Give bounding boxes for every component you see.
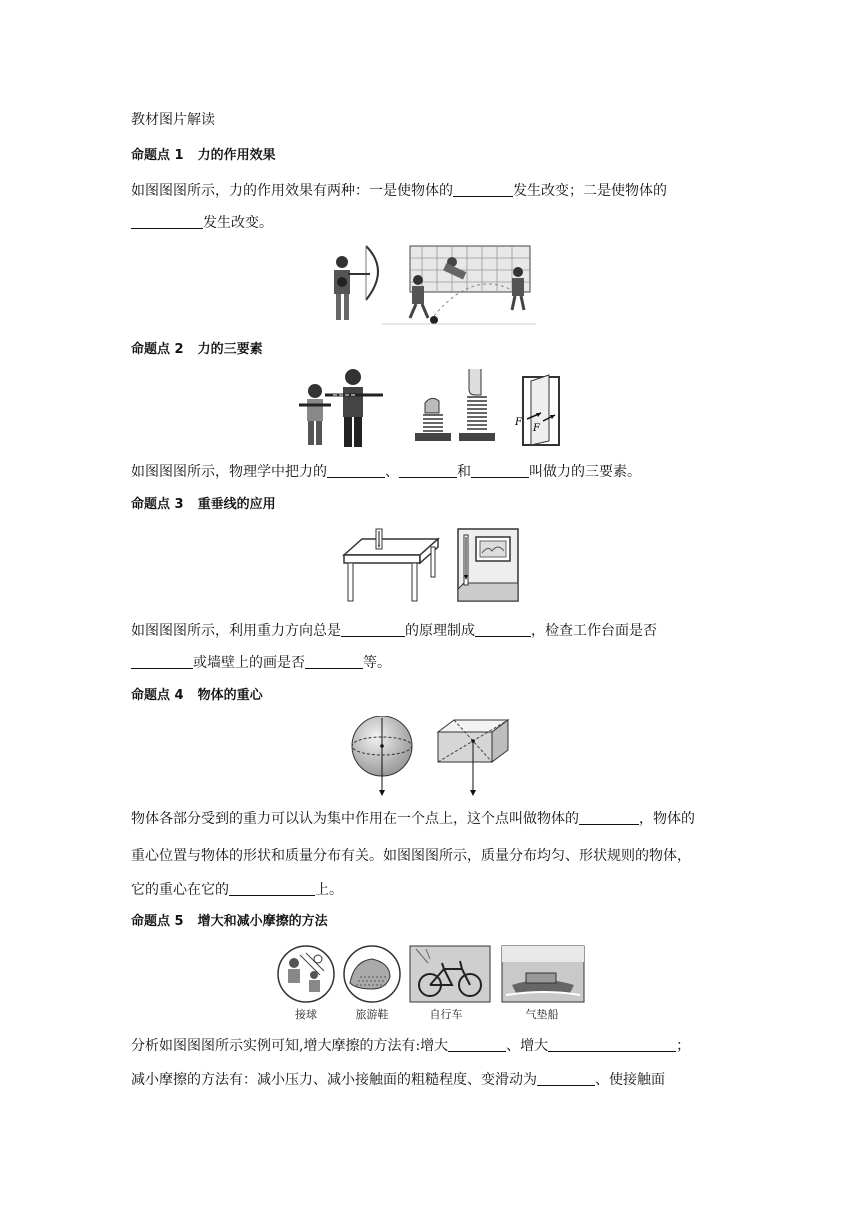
text: 分析如图图图所示实例可知,增大摩擦的方法有:增大 — [131, 1038, 449, 1054]
caption-catch-ball: 接球 — [295, 1008, 317, 1021]
figure-force-elements — [297, 367, 565, 449]
text: 或墙壁上的画是否 — [193, 655, 305, 671]
point-title: 物体的重心 — [197, 688, 263, 703]
point-label: 命题点 4 — [131, 688, 184, 703]
point-5-paragraph-line-2 — [131, 1070, 665, 1090]
figure-center-of-gravity — [350, 716, 510, 798]
point-1-paragraph-line-1 — [131, 181, 667, 201]
text: 如图图图所示，力的作用效果有两种：一是使物体的 — [131, 183, 453, 199]
blank — [548, 1037, 676, 1052]
blank — [537, 1071, 595, 1086]
point-1-title — [131, 146, 276, 166]
point-2-paragraph — [131, 462, 641, 482]
point-3-title — [131, 495, 276, 515]
blank — [229, 881, 315, 896]
force-label-f2: F — [533, 423, 540, 434]
point-label: 命题点 3 — [131, 497, 184, 512]
point-5-title — [131, 912, 328, 932]
text: 上。 — [315, 882, 343, 898]
blank — [579, 810, 639, 825]
point-5-paragraph-line-1 — [131, 1036, 690, 1056]
point-label: 命题点 2 — [131, 342, 184, 357]
point-title: 增大和减小摩擦的方法 — [197, 914, 328, 929]
force-label-f1: F — [515, 417, 522, 428]
text: 它的重心在它的 — [131, 882, 229, 898]
blank — [475, 622, 531, 637]
point-1-paragraph-line-2 — [131, 213, 273, 233]
blank — [327, 463, 385, 478]
text: 的原理制成 — [405, 623, 475, 639]
caption-sneaker: 旅游鞋 — [355, 1008, 389, 1021]
text: ，物体的 — [639, 811, 695, 827]
point-4-paragraph-line-1 — [131, 809, 695, 829]
blank — [131, 214, 203, 229]
blank — [399, 463, 457, 478]
blank — [341, 622, 405, 637]
text: 叫做力的三要素。 — [529, 464, 641, 480]
text: 、增大 — [506, 1038, 549, 1054]
text: ，检查工作台面是否 — [531, 623, 657, 639]
text: 如图图图所示，利用重力方向总是 — [131, 623, 341, 639]
text: 、使接触面 — [595, 1072, 665, 1088]
text: 物体各部分受到的重力可以认为集中作用在一个点上，这个点叫做物体的 — [131, 811, 579, 827]
point-3-paragraph-line-1 — [131, 621, 657, 641]
point-3-paragraph-line-2 — [131, 653, 391, 673]
caption-hovercraft: 气垫船 — [525, 1008, 559, 1021]
figure-friction-examples — [276, 945, 588, 1003]
point-2-title — [131, 340, 263, 360]
text: 、 — [385, 464, 399, 480]
point-label: 命题点 1 — [131, 148, 184, 163]
page-heading: 教材图片解读 — [131, 112, 215, 128]
caption-bicycle: 自行车 — [429, 1008, 463, 1021]
figure-force-effects — [322, 240, 538, 328]
point-4-title — [131, 686, 263, 706]
point-title: 重垂线的应用 — [197, 497, 276, 512]
blank — [471, 463, 529, 478]
blank — [453, 182, 513, 197]
text: 减小摩擦的方法有：减小压力、减小接触面的粗糙程度、变滑动为 — [131, 1072, 537, 1088]
text: 发生改变；二是使物体的 — [513, 183, 667, 199]
point-label: 命题点 5 — [131, 914, 184, 929]
text: ； — [676, 1038, 691, 1054]
text: 如图图图所示，物理学中把力的 — [131, 464, 327, 480]
text: 发生改变。 — [203, 215, 273, 231]
text: 和 — [457, 464, 471, 480]
point-title: 力的作用效果 — [197, 148, 276, 163]
figure-plumb-line — [340, 527, 522, 607]
blank — [305, 654, 363, 669]
point-4-paragraph-line-2: 重心位置与物体的形状和质量分布有关。如图图图所示，质量分布均匀、形状规则的物体， — [131, 848, 691, 864]
blank — [448, 1037, 506, 1052]
blank — [131, 654, 193, 669]
point-title: 力的三要素 — [197, 342, 263, 357]
text: 等。 — [363, 655, 391, 671]
point-4-paragraph-line-3 — [131, 880, 343, 900]
